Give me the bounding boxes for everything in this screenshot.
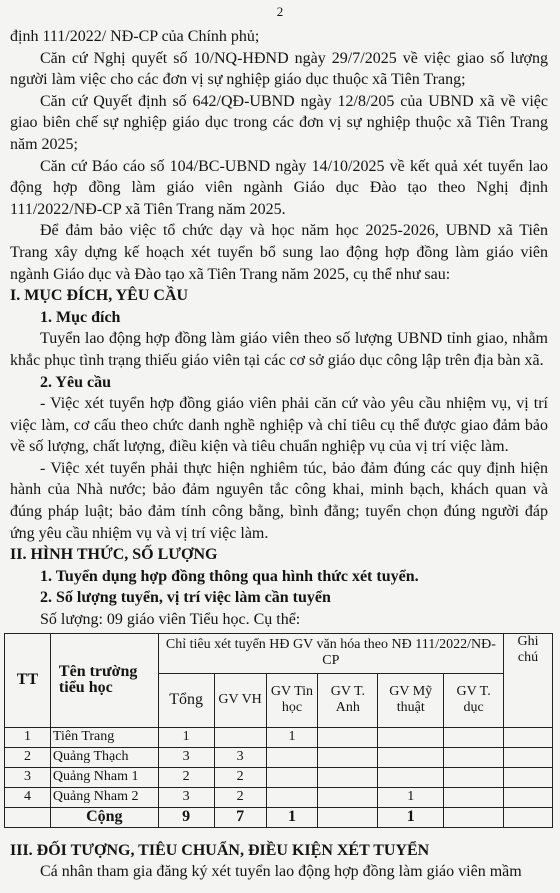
table-cell xyxy=(504,787,553,807)
table-cell xyxy=(266,747,318,767)
quantity-line: Số lượng: 09 giáo viên Tiểu học. Cụ thể: xyxy=(40,611,301,629)
section-heading-3: III. ĐỐI TƯỢNG, TIÊU CHUẨN, ĐIỀU KIỆN XÉT TUYỂN xyxy=(10,841,430,859)
col-header-note: Ghi chú xyxy=(504,633,553,727)
col-header-total: Tổng xyxy=(158,673,214,727)
col-header-gv-vh: GV VH xyxy=(214,673,266,727)
paragraph: Căn cứ Quyết định số 642/QĐ-UBND ngày 12/8/205 của UBND xã về việc giao biên chế sự nghiệp giáo dục trong các đơn vị sự nghiệp thuộc xã Tiên Trang năm 2025; xyxy=(10,92,548,153)
table-cell xyxy=(504,807,553,827)
table-cell xyxy=(5,807,51,827)
table-cell: Tiên Trang xyxy=(50,727,158,747)
table-cell: Quảng Thạch xyxy=(50,747,158,767)
table-cell xyxy=(318,747,378,767)
paragraph: Căn cứ Báo cáo số 104/BC-UBND ngày 14/10/2025 về kết quả xét tuyển lao động hợp đồng làm giáo viên ngành Giáo dục Đào tạo theo Nghị định 111/2022/NĐ-CP xã Tiên Trang năm 2025. xyxy=(10,157,548,218)
table-cell: 2 xyxy=(214,787,266,807)
paragraph: Để đảm bảo việc tổ chức dạy và học năm học 2025-2026, UBND xã Tiên Trang xây dựng kế hoạch xét tuyển bổ sung lao động hợp đồng làm giáo viên ngành Giáo dục và Đào tạo xã Tiên Trang năm 2025, cụ thể như sau: xyxy=(10,222,548,283)
table-cell xyxy=(444,807,504,827)
table-cell: 2 xyxy=(214,767,266,787)
table-row xyxy=(5,767,553,787)
table-cell: 9 xyxy=(158,807,214,827)
table-cell xyxy=(318,767,378,787)
subheading-quantity: 2. Số lượng tuyển, vị trí việc làm cần tuyển xyxy=(40,589,331,607)
col-header-gv-mythuat: GV Mỹ thuật xyxy=(378,673,444,727)
subheading-requirements: 2. Yêu cầu xyxy=(40,373,111,391)
table-cell: 1 xyxy=(266,807,318,827)
table-cell xyxy=(378,767,444,787)
table-cell: Cộng xyxy=(50,807,158,827)
table-row xyxy=(5,727,553,747)
document-body xyxy=(10,26,548,883)
table-cell: 3 xyxy=(158,747,214,767)
paragraph: Tuyển lao động hợp đồng làm giáo viên theo số lượng UBND tỉnh giao, nhằm khắc phục tình trạng thiếu giáo viên tại các cơ sở giáo dục công lập trên địa bàn xã. xyxy=(10,330,548,369)
col-header-group: Chỉ tiêu xét tuyển HĐ GV văn hóa theo NĐ 111/2022/NĐ-CP xyxy=(158,633,503,673)
table-cell xyxy=(214,727,266,747)
table-cell: 1 xyxy=(378,807,444,827)
table-cell xyxy=(318,787,378,807)
table-cell xyxy=(266,787,318,807)
table-cell: 1 xyxy=(266,727,318,747)
paragraph: - Việc xét tuyển hợp đồng giáo viên phải căn cứ vào yêu cầu nhiệm vụ, vị trí việc làm, cơ cấu theo chức danh nghề nghiệp và chỉ tiêu cụ thể được giao đảm bảo về số lượng, chất lượng, điều kiện và tiêu chuẩn nghiệp vụ của vị trí việc làm. xyxy=(10,395,548,456)
paragraph: Căn cứ Nghị quyết số 10/NQ-HĐND ngày 29/7/2025 về việc giao số lượng người làm việc cho các đơn vị sự nghiệp giáo dục thuộc xã Tiên Trang; xyxy=(10,49,548,89)
table-cell xyxy=(504,767,553,787)
subheading-purpose: 1. Mục đích xyxy=(40,308,121,326)
col-header-gv-anh: GV T. Anh xyxy=(318,673,378,727)
table-cell xyxy=(318,807,378,827)
col-header-gv-duc: GV T. dục xyxy=(444,673,504,727)
table-cell xyxy=(444,787,504,807)
table-total-row xyxy=(5,807,553,827)
table-cell: 2 xyxy=(5,747,51,767)
table-cell: 2 xyxy=(158,767,214,787)
table-cell: 4 xyxy=(5,787,51,807)
table-cell xyxy=(378,727,444,747)
table-cell: 1 xyxy=(5,727,51,747)
table-cell xyxy=(504,727,553,747)
col-header-school: Tên trường tiểu học xyxy=(50,633,158,727)
table-cell: 7 xyxy=(214,807,266,827)
table-cell: 1 xyxy=(158,727,214,747)
table-cell xyxy=(444,727,504,747)
subheading-form: 1. Tuyển dụng hợp đồng thông qua hình thức xét tuyển. xyxy=(40,567,419,585)
col-header-tt: TT xyxy=(5,633,51,727)
page-number: 2 xyxy=(276,4,284,19)
table-cell: 3 xyxy=(158,787,214,807)
paragraph: Cá nhân tham gia đăng ký xét tuyển lao động hợp đồng làm giáo viên mầm xyxy=(40,863,522,881)
table-cell xyxy=(378,747,444,767)
table-row xyxy=(5,747,553,767)
table-cell xyxy=(444,767,504,787)
table-cell: 1 xyxy=(378,787,444,807)
table-cell: 3 xyxy=(214,747,266,767)
table-cell: Quảng Nham 1 xyxy=(50,767,158,787)
paragraph: định 111/2022/ NĐ-CP của Chính phủ; xyxy=(10,28,260,45)
section-heading-2: II. HÌNH THỨC, SỐ LƯỢNG xyxy=(10,546,218,564)
table-cell xyxy=(318,727,378,747)
col-header-gv-tin: GV Tin học xyxy=(266,673,318,727)
table-cell xyxy=(504,747,553,767)
table-row xyxy=(5,787,553,807)
table-cell: 3 xyxy=(5,767,51,787)
paragraph: - Việc xét tuyển phải thực hiện nghiêm túc, bảo đảm đúng các quy định hiện hành của Nhà nước; bảo đảm nguyên tắc công khai, minh bạch, khách quan và đúng pháp luật; bảo đảm tính công bằng, bình đẳng; tuyển chọn đúng người đáp ứng yêu cầu nhiệm vụ và vị trí việc làm. xyxy=(10,459,548,542)
recruitment-table xyxy=(4,633,553,828)
section-heading-1: I. MỤC ĐÍCH, YÊU CẦU xyxy=(10,287,189,305)
table-cell xyxy=(444,747,504,767)
table-cell: Quảng Nham 2 xyxy=(50,787,158,807)
table-cell xyxy=(266,767,318,787)
